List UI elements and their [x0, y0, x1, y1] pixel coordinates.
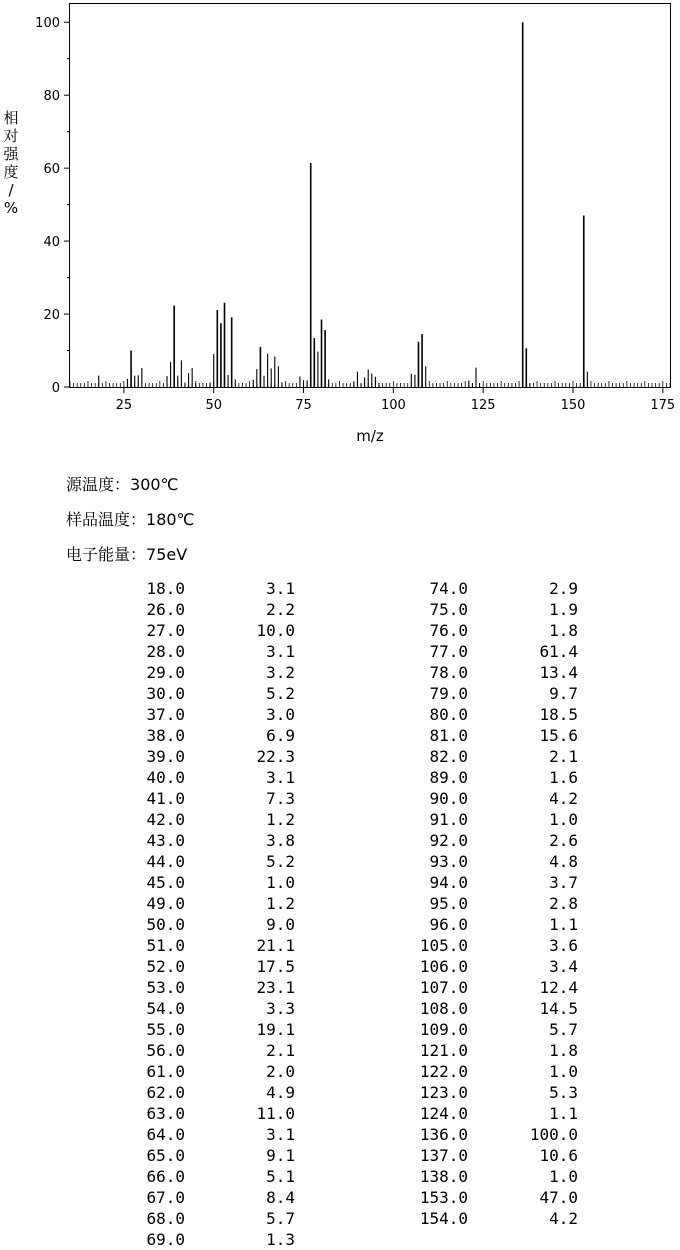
peak-mz: 67.0	[146, 1188, 185, 1207]
peak-intensity: 1.1	[549, 915, 578, 934]
peak-intensity: 4.8	[549, 852, 578, 871]
peak-mz: 121.0	[419, 1041, 468, 1060]
peak-intensity: 10.6	[539, 1146, 578, 1165]
peak-intensity: 12.4	[539, 978, 578, 997]
peak-intensity: 6.9	[266, 726, 295, 745]
peak-mz: 37.0	[146, 705, 185, 724]
y-tick-label: 100	[35, 16, 60, 32]
sample-temperature-value: 180℃	[146, 510, 195, 529]
x-tick-label: 50	[205, 398, 222, 413]
peak-intensity: 3.6	[549, 936, 578, 955]
peak-mz: 77.0	[429, 642, 468, 661]
peak-mz: 138.0	[419, 1167, 468, 1186]
peak-mz: 94.0	[429, 873, 468, 892]
peak-mz: 18.0	[146, 579, 185, 598]
peak-mz: 93.0	[429, 852, 468, 871]
peak-intensity: 3.4	[549, 957, 578, 976]
peak-mz: 95.0	[429, 894, 468, 913]
sample-temperature-line	[66, 510, 195, 530]
peak-intensity: 5.7	[549, 1020, 578, 1039]
x-tick-label: 150	[560, 398, 586, 413]
peak-mz: 65.0	[146, 1146, 185, 1165]
peak-mz: 90.0	[429, 789, 468, 808]
peak-intensity: 1.0	[549, 1167, 578, 1186]
x-tick-label: 175	[650, 398, 676, 413]
peak-intensity: 1.1	[549, 1104, 578, 1123]
peak-mz: 80.0	[429, 705, 468, 724]
peak-intensity: 5.1	[266, 1167, 295, 1186]
peak-mz: 62.0	[146, 1083, 185, 1102]
plot-frame	[70, 4, 671, 388]
peak-intensity: 4.2	[549, 789, 578, 808]
peak-mz: 40.0	[146, 768, 185, 787]
x-tick-label: 100	[380, 398, 406, 413]
peak-intensity: 8.4	[266, 1188, 295, 1207]
peak-intensity: 3.2	[266, 663, 295, 682]
peak-mz: 53.0	[146, 978, 185, 997]
peak-mz: 107.0	[419, 978, 468, 997]
peak-intensity: 19.1	[256, 1020, 295, 1039]
peak-mz: 137.0	[419, 1146, 468, 1165]
peak-intensity: 3.7	[549, 873, 578, 892]
peak-intensity: 14.5	[539, 999, 578, 1018]
peak-mz: 154.0	[419, 1209, 468, 1228]
peak-mz: 92.0	[429, 831, 468, 850]
x-axis-label: m/z	[356, 427, 384, 445]
peak-intensity: 2.1	[549, 747, 578, 766]
peak-intensity: 3.1	[266, 579, 295, 598]
y-axis-ticks	[35, 16, 70, 396]
sample-temperature-label: 样品温度：	[66, 510, 147, 529]
x-tick-label: 125	[470, 398, 496, 413]
peak-mz: 74.0	[429, 579, 468, 598]
peak-mz: 55.0	[146, 1020, 185, 1039]
electron-energy-label: 电子能量：	[66, 545, 147, 564]
peak-mz: 42.0	[146, 810, 185, 829]
peak-mz: 75.0	[429, 600, 468, 619]
peak-intensity: 2.9	[549, 579, 578, 598]
peak-mz: 63.0	[146, 1104, 185, 1123]
peak-mz: 51.0	[146, 936, 185, 955]
peak-mz: 123.0	[419, 1083, 468, 1102]
spectrum-bars	[99, 22, 588, 387]
peak-mz: 56.0	[146, 1041, 185, 1060]
peak-intensity: 1.2	[266, 894, 295, 913]
peak-mz: 27.0	[146, 621, 185, 640]
peak-mz: 29.0	[146, 663, 185, 682]
peak-mz: 76.0	[429, 621, 468, 640]
peak-intensity: 13.4	[539, 663, 578, 682]
peak-intensity: 100.0	[529, 1125, 578, 1144]
peak-intensity: 1.2	[266, 810, 295, 829]
x-minor-ticks	[70, 381, 670, 387]
peak-intensity: 3.1	[266, 1125, 295, 1144]
peak-mz: 64.0	[146, 1125, 185, 1144]
peak-intensity: 2.1	[266, 1041, 295, 1060]
y-tick-label: 40	[43, 235, 60, 251]
peak-intensity: 5.3	[549, 1083, 578, 1102]
source-temperature-label: 源温度：	[66, 475, 131, 494]
electron-energy-line	[66, 545, 187, 565]
peak-mz: 89.0	[429, 768, 468, 787]
peak-intensity: 22.3	[256, 747, 295, 766]
peak-intensity: 3.0	[266, 705, 295, 724]
peak-mz: 61.0	[146, 1062, 185, 1081]
peak-mz: 81.0	[429, 726, 468, 745]
peak-intensity: 15.6	[539, 726, 578, 745]
y-tick-label: 60	[43, 162, 60, 178]
peak-mz: 79.0	[429, 684, 468, 703]
peak-mz: 69.0	[146, 1230, 185, 1249]
peak-mz: 45.0	[146, 873, 185, 892]
peak-intensity: 47.0	[539, 1188, 578, 1207]
peak-mz: 96.0	[429, 915, 468, 934]
peak-mz: 26.0	[146, 600, 185, 619]
peak-intensity: 9.0	[266, 915, 295, 934]
peak-mz: 124.0	[419, 1104, 468, 1123]
peak-mz: 82.0	[429, 747, 468, 766]
peak-mz: 28.0	[146, 642, 185, 661]
peak-mz: 39.0	[146, 747, 185, 766]
peak-intensity: 5.7	[266, 1209, 295, 1228]
peak-intensity: 3.1	[266, 642, 295, 661]
peak-mz: 153.0	[419, 1188, 468, 1207]
peak-intensity: 9.7	[549, 684, 578, 703]
peak-mz: 78.0	[429, 663, 468, 682]
peak-intensity: 9.1	[266, 1146, 295, 1165]
peak-intensity: 2.8	[549, 894, 578, 913]
peak-mz: 108.0	[419, 999, 468, 1018]
peak-intensity: 1.3	[266, 1230, 295, 1249]
y-tick-label: 80	[43, 89, 60, 105]
peak-intensity: 5.2	[266, 852, 295, 871]
peak-mz: 109.0	[419, 1020, 468, 1039]
peak-intensity: 3.1	[266, 768, 295, 787]
peak-intensity: 17.5	[256, 957, 295, 976]
peak-intensity: 3.8	[266, 831, 295, 850]
peak-intensity: 1.8	[549, 621, 578, 640]
peak-intensity: 4.2	[549, 1209, 578, 1228]
peak-intensity: 18.5	[539, 705, 578, 724]
source-temperature-line	[66, 475, 179, 495]
x-axis-ticks	[116, 387, 676, 413]
peak-intensity: 1.9	[549, 600, 578, 619]
peak-mz: 105.0	[419, 936, 468, 955]
peak-intensity: 61.4	[539, 642, 578, 661]
peak-mz: 30.0	[146, 684, 185, 703]
peak-intensity: 4.9	[266, 1083, 295, 1102]
peak-intensity: 1.0	[266, 873, 295, 892]
x-tick-label: 25	[115, 398, 133, 413]
electron-energy-value: 75eV	[146, 545, 188, 564]
peak-mz: 43.0	[146, 831, 185, 850]
peak-intensity: 10.0	[256, 621, 295, 640]
peak-intensity: 21.1	[256, 936, 295, 955]
peak-mz: 106.0	[419, 957, 468, 976]
peak-intensity: 2.2	[266, 600, 295, 619]
peak-intensity: 11.0	[256, 1104, 295, 1123]
peak-mz: 44.0	[146, 852, 185, 871]
peak-mz: 49.0	[146, 894, 185, 913]
peak-mz: 122.0	[419, 1062, 468, 1081]
x-tick-label: 75	[295, 398, 312, 413]
y-axis-label: 相对强度/ %	[3, 109, 19, 217]
peak-mz: 54.0	[146, 999, 185, 1018]
peak-mz: 38.0	[146, 726, 185, 745]
peak-intensity: 2.0	[266, 1062, 295, 1081]
peak-mz: 91.0	[429, 810, 468, 829]
peak-intensity: 1.6	[549, 768, 578, 787]
peak-mz: 136.0	[419, 1125, 468, 1144]
peak-mz: 50.0	[146, 915, 185, 934]
peak-intensity: 1.8	[549, 1041, 578, 1060]
peak-mz: 68.0	[146, 1209, 185, 1228]
mass-spectrum-chart	[0, 0, 680, 450]
peak-intensity: 5.2	[266, 684, 295, 703]
peak-intensity: 1.0	[549, 1062, 578, 1081]
source-temperature-value: 300℃	[130, 475, 179, 494]
peak-mz: 66.0	[146, 1167, 185, 1186]
peak-intensity: 2.6	[549, 831, 578, 850]
y-tick-label: 20	[43, 308, 60, 324]
peak-intensity: 1.0	[549, 810, 578, 829]
peak-intensity: 3.3	[266, 999, 295, 1018]
y-tick-label: 0	[51, 381, 60, 396]
peak-mz: 41.0	[146, 789, 185, 808]
peak-intensity: 23.1	[256, 978, 295, 997]
peak-intensity: 7.3	[266, 789, 295, 808]
peak-mz: 52.0	[146, 957, 185, 976]
